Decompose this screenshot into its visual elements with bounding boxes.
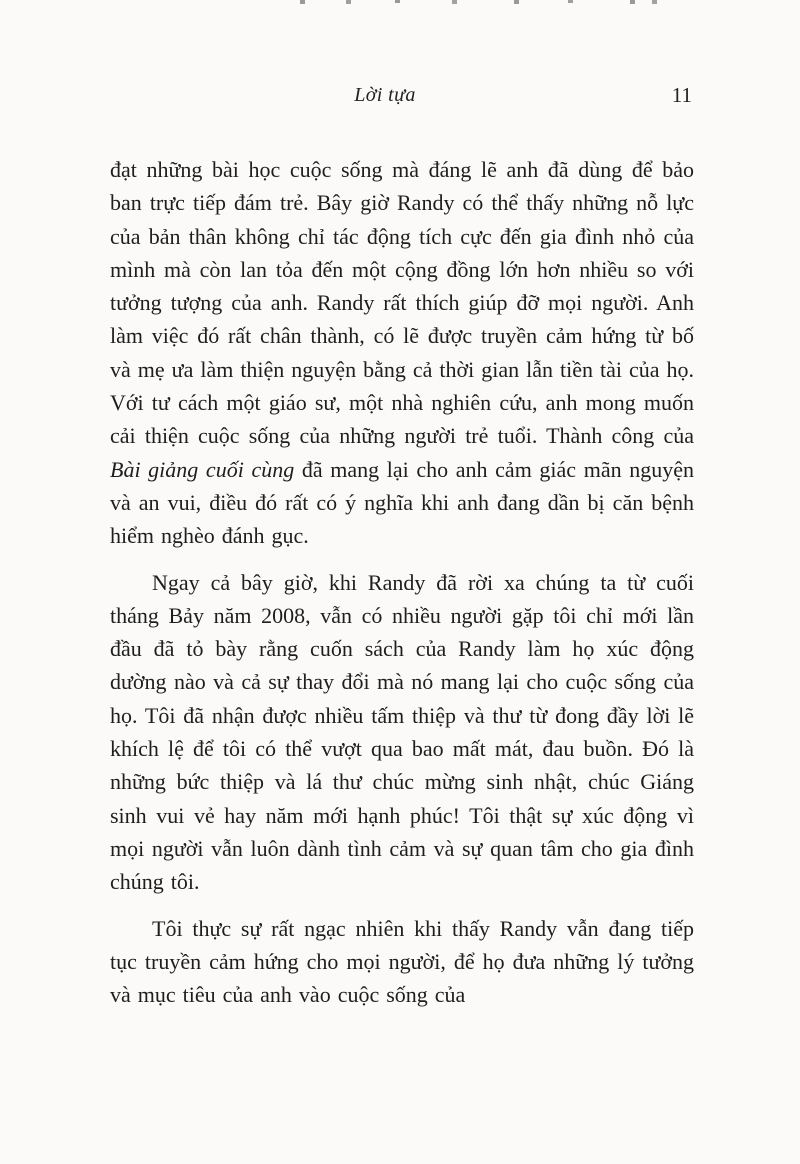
scan-artifact bbox=[300, 0, 305, 4]
page-number: 11 bbox=[671, 83, 692, 107]
section-title: Lời tựa bbox=[354, 84, 416, 106]
page-body bbox=[110, 153, 694, 1024]
paragraph-1 bbox=[110, 153, 694, 553]
book-title-italic: Bài giảng cuối cùng bbox=[110, 456, 295, 482]
paragraph-2: Ngay cả bây giờ, khi Randy đã rời xa chúng ta từ cuối tháng Bảy năm 2008, vẫn có nhiều người gặp tôi chỉ mới lần đầu đã tỏ bày rằng cuốn sách của Randy làm họ xúc động dường nào và cả sự thay đổi mà nó mang lại cho cuộc sống của họ. Tôi đã nhận được nhiều tấm thiệp và thư từ đong đầy lời lẽ khích lệ để tôi có thể vượt qua bao mất mát, đau buồn. Đó là những bức thiệp và lá thư chúc mừng sinh nhật, chúc Giáng sinh vui vẻ hay năm mới hạnh phúc! Tôi thật sự xúc động vì mọi người vẫn luôn dành tình cảm và sự quan tâm cho gia đình chúng tôi. bbox=[110, 569, 694, 895]
text-run: đạt những bài học cuộc sống mà đáng lẽ anh đã dùng để bảo ban trực tiếp đám trẻ. Bây giờ Randy có thể thấy những nỗ lực của bản thân không chỉ tác động tích cực đến gia đình nhỏ của mình mà còn lan tỏa đến một cộng đồng lớn hơn nhiều so với tưởng tượng của anh. Randy rất thích giúp đỡ mọi người. Anh làm việc đó rất chân thành, có lẽ được truyền cảm hứng từ bố và mẹ ưa làm thiện nguyện bằng cả thời gian lẫn tiền tài của họ. Với tư cách một giáo sư, một nhà nghiên cứu, anh mong muốn cải thiện cuộc sống của những người trẻ tuổi. Thành công của bbox=[110, 157, 694, 449]
paragraph-3: Tôi thực sự rất ngạc nhiên khi thấy Randy vẫn đang tiếp tục truyền cảm hứng cho mọi người, để họ đưa những lý tưởng và mục tiêu của anh vào cuộc sống của bbox=[110, 915, 694, 1008]
text-run: đã mang lại cho anh cảm giác mãn nguyện và an vui, điều đó rất có ý nghĩa khi anh đang dần bị căn bệnh hiểm nghèo đánh gục. bbox=[110, 456, 694, 549]
page-header bbox=[110, 84, 694, 116]
